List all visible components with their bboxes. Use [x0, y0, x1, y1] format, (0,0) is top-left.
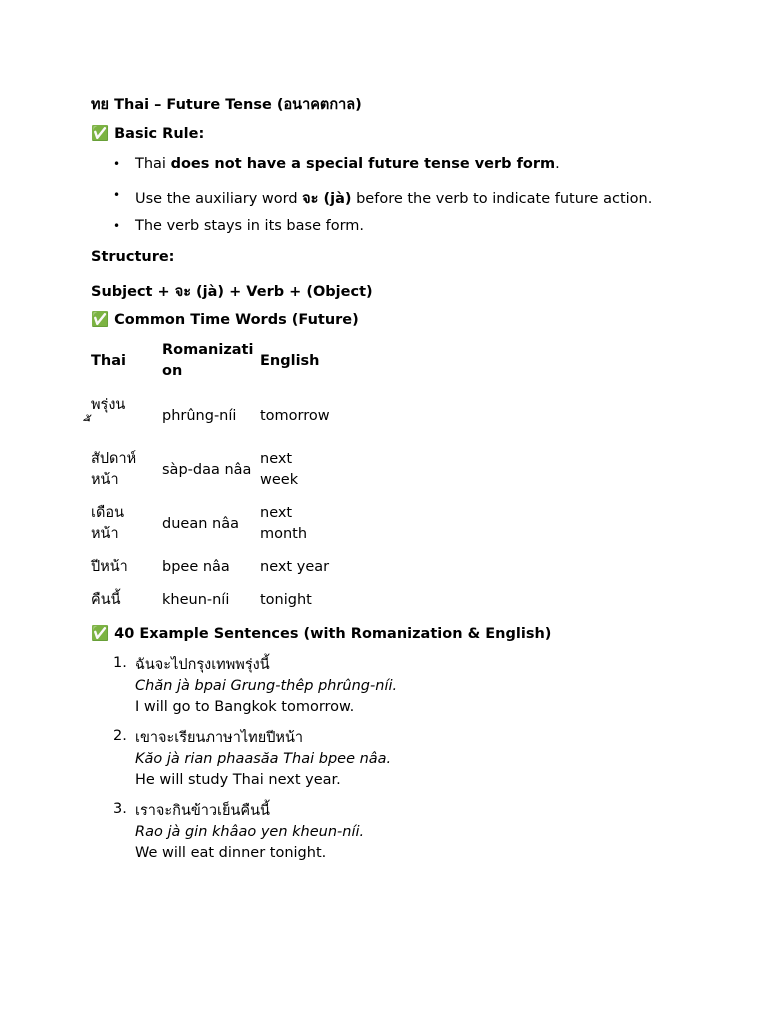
basic-rule-heading: ✅ Basic Rule: — [91, 126, 205, 142]
example-thai: เขาจะเรียนภาษาไทยปีหน้า — [135, 730, 304, 746]
example-thai: เราจะกินข้าวเย็นคืนนี้ — [135, 803, 270, 819]
structure-heading: Structure: — [91, 249, 175, 265]
example-romanization: Chăn jà bpai Grung-thêp phrûng-níi. — [135, 678, 398, 694]
bullet-dot-icon: • — [113, 157, 121, 171]
table-cell-thai: เดือน หน้า — [91, 505, 124, 542]
example-number: 3. — [113, 801, 127, 817]
table-cell-romanization: bpee nâa — [162, 559, 230, 575]
example-english: He will study Thai next year. — [135, 772, 341, 788]
table-cell-romanization: sàp-daa nâa — [162, 462, 252, 478]
example-thai: ฉันจะไปกรุงเทพพรุ่งนี้ — [135, 657, 270, 673]
page-title: ทย Thai – Future Tense (อนาคตกาล) — [91, 97, 362, 113]
structure-formula: Subject + จะ (jà) + Verb + (Object) — [91, 284, 373, 300]
examples-heading: ✅ 40 Example Sentences (with Romanization & English) — [91, 626, 552, 642]
example-english: We will eat dinner tonight. — [135, 845, 327, 861]
table-header-romanization: Romanizati on — [162, 342, 254, 379]
table-cell-english: next year — [260, 559, 330, 575]
table-cell-romanization: phrûng-níi — [162, 408, 237, 424]
table-cell-romanization: duean nâa — [162, 516, 239, 532]
bullet-dot-icon: • — [113, 219, 121, 233]
table-cell-thai: ปีหน้า — [91, 559, 128, 575]
example-romanization: Rao jà gin khâao yen kheun-níi. — [135, 824, 365, 840]
table-header-english: English — [260, 353, 320, 369]
table-cell-english: tomorrow — [260, 408, 330, 424]
table-cell-thai: สัปดาห์ หน้า — [91, 451, 137, 488]
example-number: 1. — [113, 655, 127, 671]
table-cell-english: tonight — [260, 592, 312, 608]
table-cell-thai: พรุ่งน — [91, 397, 126, 413]
bullet-dot-icon: • — [113, 188, 121, 202]
example-number: 2. — [113, 728, 127, 744]
example-romanization: Kăo jà rian phaasăa Thai bpee nâa. — [135, 751, 392, 767]
table-cell-romanization: kheun-níi — [162, 592, 230, 608]
table-cell-thai: คืนนี้ — [91, 592, 121, 608]
time-words-heading: ✅ Common Time Words (Future) — [91, 312, 359, 328]
example-english: I will go to Bangkok tomorrow. — [135, 699, 355, 715]
table-header-thai: Thai — [91, 353, 126, 369]
table-cell-english: next week — [260, 451, 299, 488]
table-cell-english: next month — [260, 505, 308, 542]
